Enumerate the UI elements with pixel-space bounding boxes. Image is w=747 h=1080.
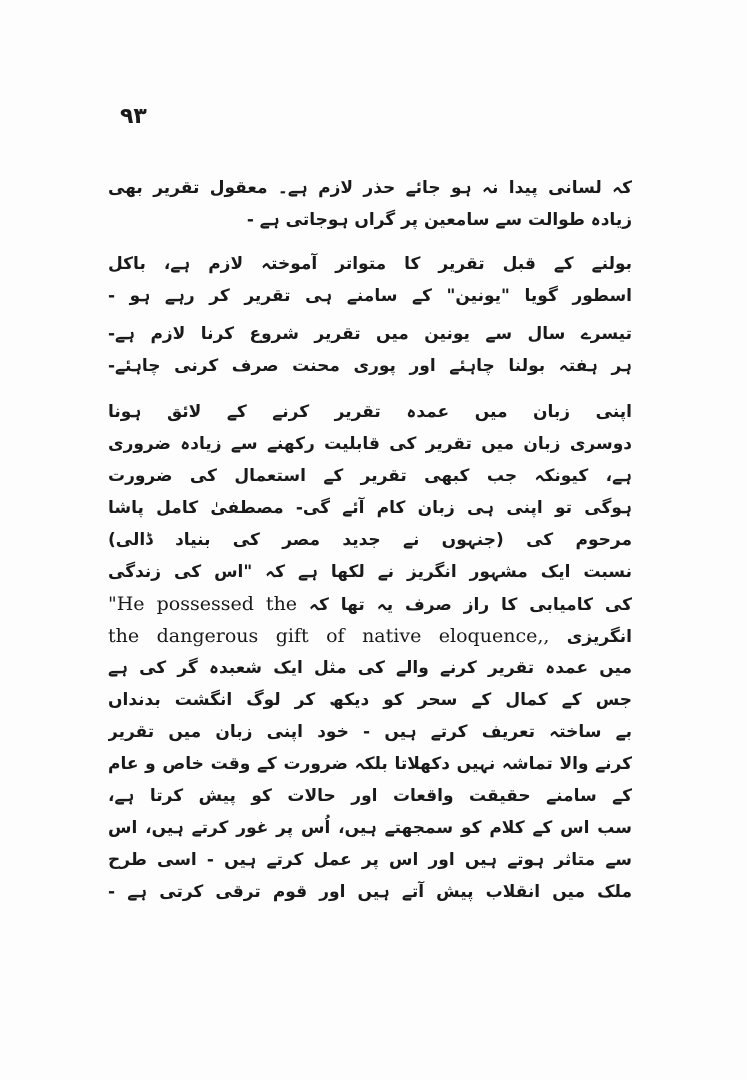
text-line: اسطور گویا "یونین" کے سامنے ہی تقریر کر رہے ہو -: [108, 286, 632, 306]
page-number: ۹۳: [120, 104, 147, 129]
text-line: ملک میں انقلاب پیش آتے ہیں اور قوم ترقی کرتی ہے -: [108, 882, 632, 902]
english-quote-segment: the dangerous gift of native eloquence,,: [108, 625, 550, 647]
paragraph-4: [108, 396, 632, 908]
text-line: کہ لسانی پیدا نہ ہو جائے حذر لازم ہے۔ معقول تقریر بھی: [108, 178, 632, 198]
text-line: ہر ہفتہ بولنا چاہئے اور پوری محنت صرف کرنی چاہئے-: [108, 356, 632, 376]
text-line-mixed: [108, 588, 632, 620]
text-line: سے متاثر ہوتے ہیں اور اس پر عمل کرتے ہیں - اسی طرح: [108, 850, 632, 870]
text-line: بے ساختہ تعریف کرتے ہیں - خود اپنی زبان میں تقریر: [108, 722, 632, 742]
text-line: مرحوم کی (جنہوں نے جدید مصر کی بنیاد ڈالی): [108, 530, 632, 550]
text-line-mixed: [108, 620, 632, 652]
text-line: تیسرے سال سے یونین میں تقریر شروع کرنا لازم ہے-: [108, 324, 632, 344]
text-line: دوسری زبان میں تقریر کی قابلیت رکھنے سے زیادہ ضروری: [108, 434, 632, 454]
paragraph-1: [108, 172, 632, 236]
text-line: اپنی زبان میں عمدہ تقریر کرنے کے لائق ہونا: [108, 402, 632, 422]
text-line: زیادہ طوالت سے سامعین پر گراں ہوجاتی ہے -: [246, 210, 632, 230]
text-line: جس کے کمال کے سحر کو دیکھ کر لوگ انگشت بدنداں: [108, 690, 632, 710]
urdu-segment: انگریزی: [566, 627, 632, 647]
text-line: میں عمدہ تقریر کرنے والے کی مثل ایک شعبدہ گر کی ہے: [108, 658, 632, 678]
paragraph-2: [108, 248, 632, 312]
paragraph-3: [108, 318, 632, 382]
text-line: کرنے والا تماشہ نہیں دکھلاتا بلکہ ضرورت کے وقت خاص و عام: [108, 754, 632, 774]
text-line: ہے، کیونکہ جب کبھی تقریر کے استعمال کی ضرورت: [108, 466, 632, 486]
text-line: نسبت ایک مشہور انگریز نے لکھا ہے کہ "اس کی زندگی: [108, 562, 632, 582]
text-line: ہوگی تو اپنی ہی زبان کام آئے گی- مصطفیٰ کامل پاشا: [108, 498, 632, 518]
text-line: سب اس کے کلام کو سمجھتے ہیں، اُس پر غور کرتے ہیں، اس: [108, 818, 632, 838]
text-line: کے سامنے حقیقت واقعات اور حالات کو پیش کرتا ہے،: [108, 786, 632, 806]
english-quote-segment: "He possessed the: [108, 593, 298, 615]
urdu-segment: کی کامیابی کا راز صرف یہ تھا کہ: [309, 595, 632, 615]
text-line: بولنے کے قبل تقریر کا متواتر آموختہ لازم ہے، باکل: [108, 254, 632, 274]
